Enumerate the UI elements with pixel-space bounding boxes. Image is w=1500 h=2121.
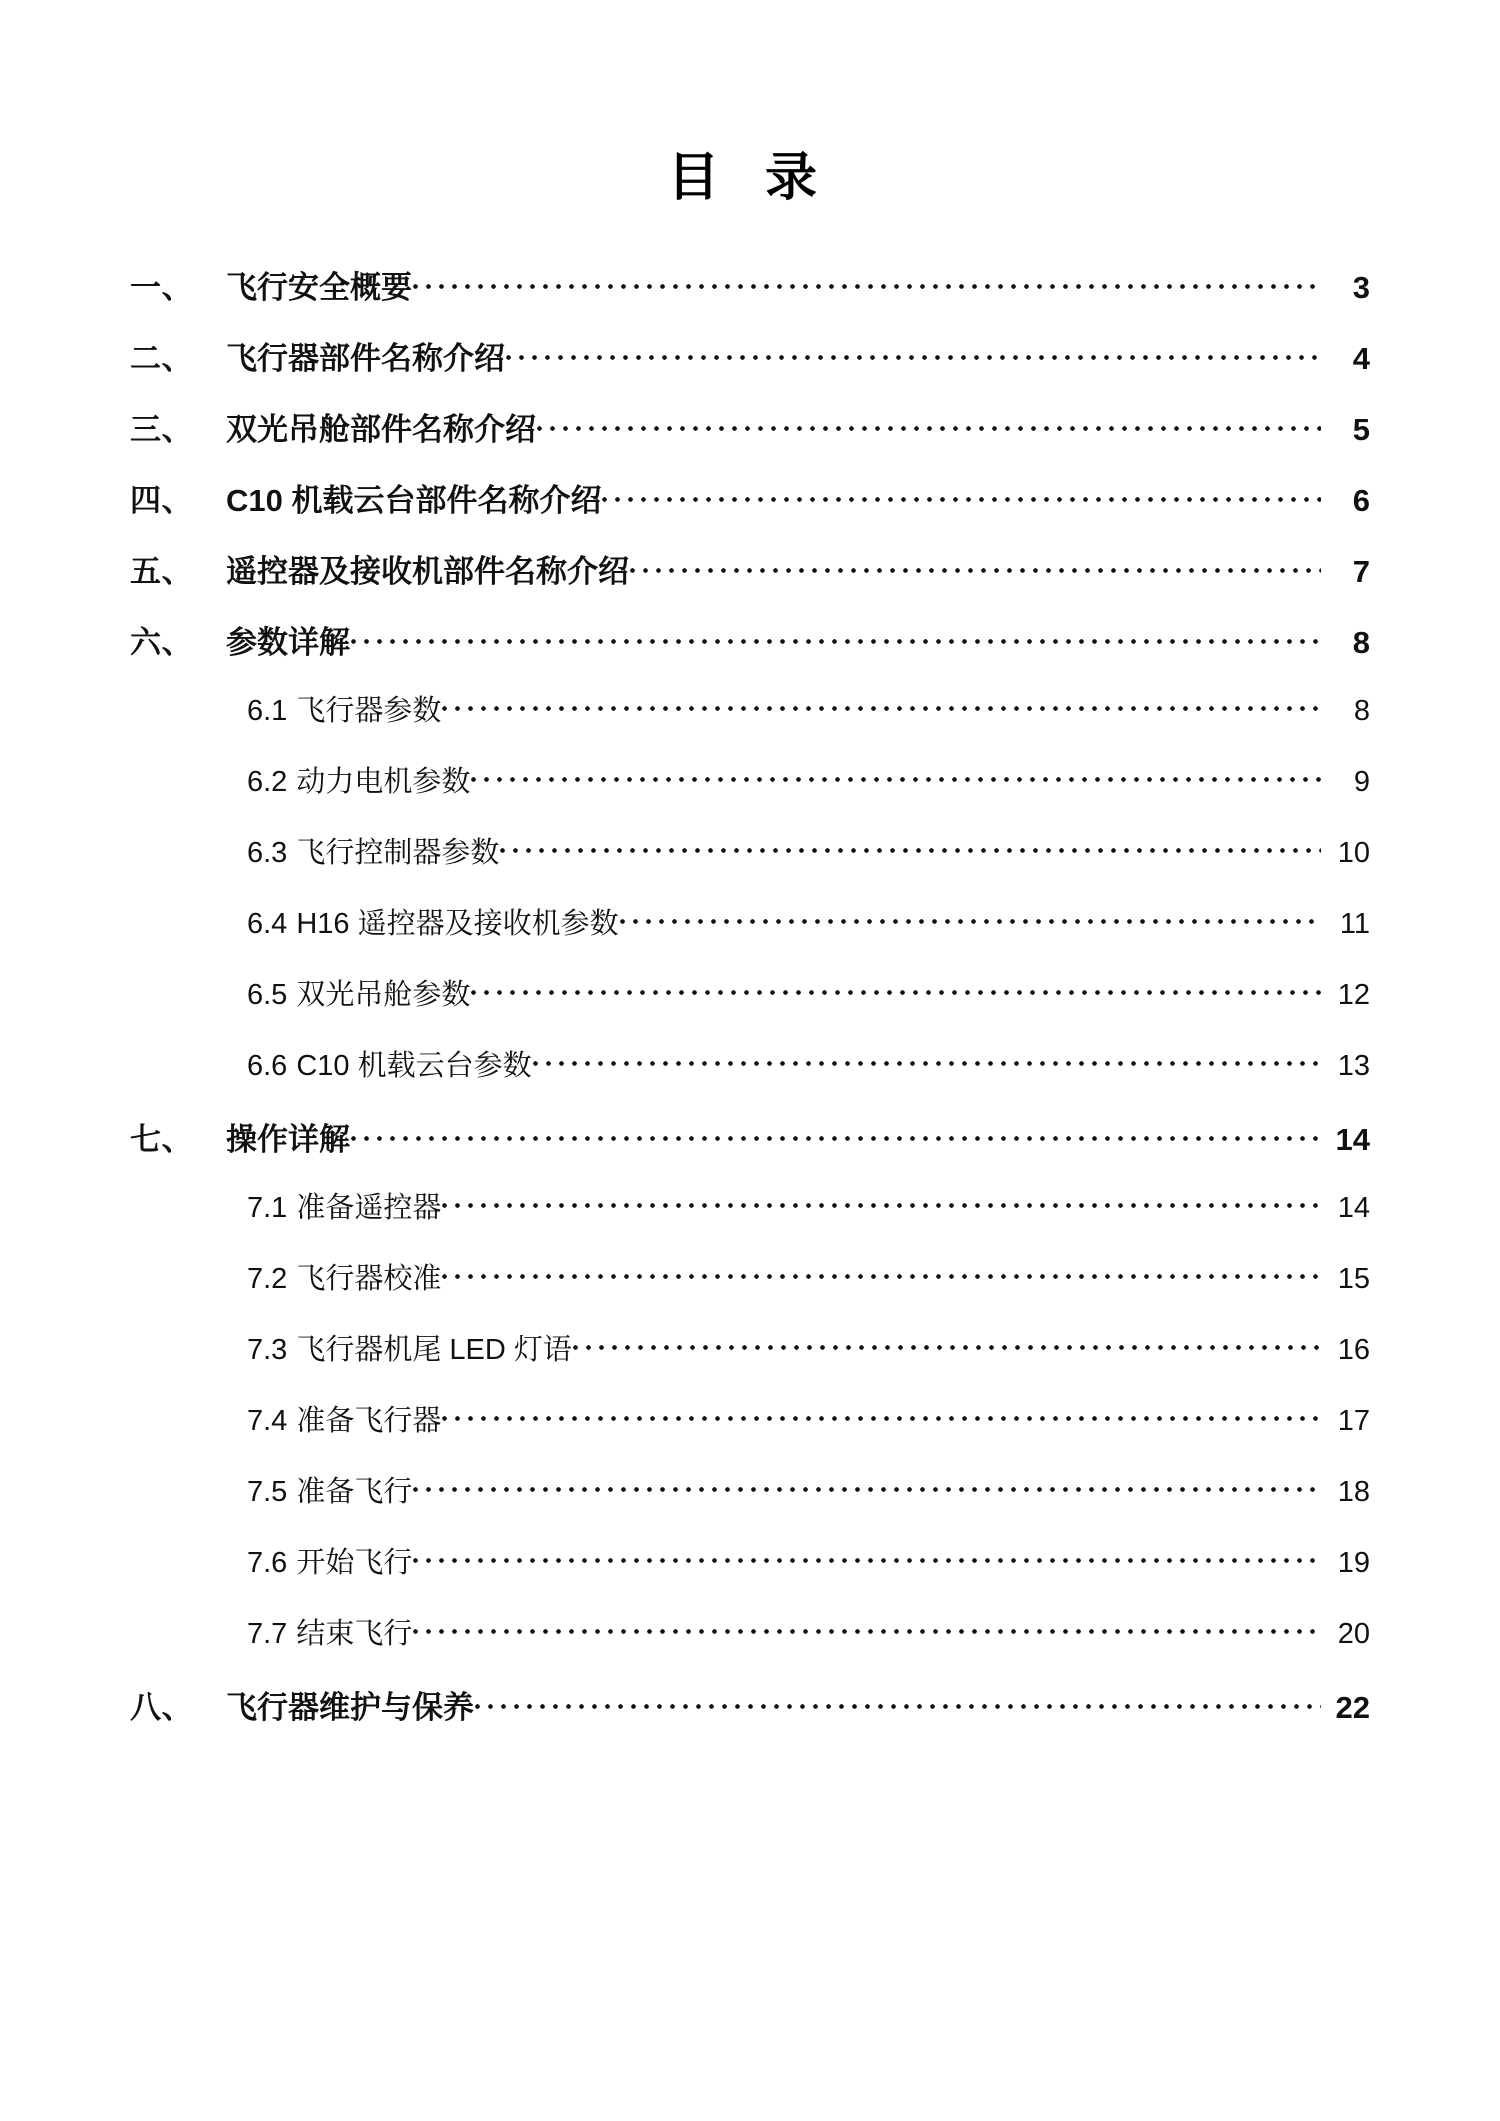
- toc-dot-leader: [533, 1046, 1321, 1075]
- toc-entry-number: 6.5: [247, 979, 288, 1011]
- toc-entry-number: 五、: [130, 554, 194, 589]
- toc-dot-leader: [630, 551, 1321, 582]
- toc-entry-label: 准备遥控器: [296, 1192, 442, 1224]
- toc-dot-leader: [537, 409, 1321, 440]
- toc-entry[interactable]: [130, 1114, 1370, 1185]
- toc-dot-leader: [442, 1188, 1321, 1217]
- toc-entry-page-number: 15: [1337, 1263, 1370, 1295]
- toc-entry[interactable]: [130, 1185, 1370, 1256]
- toc-entry-number: 四、: [130, 483, 194, 518]
- toc-entry-number: 6.3: [247, 837, 288, 869]
- toc-entry-page-number: 13: [1337, 1050, 1370, 1082]
- toc-entry[interactable]: [130, 1327, 1370, 1398]
- toc-entry-number: 6.2: [247, 766, 288, 798]
- toc-entry[interactable]: [130, 1043, 1370, 1114]
- toc-entry-page-number: 22: [1335, 1690, 1370, 1725]
- toc-entry[interactable]: [130, 688, 1370, 759]
- toc-entry-page-number: 11: [1339, 908, 1370, 940]
- toc-entry-label: 飞行控制器参数: [296, 837, 500, 869]
- toc-dot-leader: [442, 1401, 1321, 1430]
- table-of-contents: [130, 262, 1370, 1753]
- toc-entry-number: 六、: [130, 625, 194, 660]
- toc-entry[interactable]: [130, 262, 1370, 333]
- toc-dot-leader: [620, 904, 1321, 933]
- toc-dot-leader: [475, 1687, 1321, 1718]
- toc-dot-leader: [413, 1543, 1321, 1572]
- toc-entry-number: 7.1: [247, 1192, 288, 1224]
- toc-dot-leader: [442, 1259, 1321, 1288]
- toc-entry[interactable]: [130, 830, 1370, 901]
- toc-entry-page-number: 8: [1352, 625, 1370, 660]
- toc-entry-number: 6.1: [247, 695, 288, 727]
- toc-entry-number: 7.3: [247, 1334, 288, 1366]
- toc-entry-label: H16 遥控器及接收机参数: [296, 908, 619, 940]
- toc-entry[interactable]: [130, 546, 1370, 617]
- toc-entry[interactable]: [130, 1540, 1370, 1611]
- toc-entry-label: 飞行器部件名称介绍: [226, 341, 505, 376]
- toc-entry-page-number: 8: [1353, 695, 1370, 727]
- toc-entry-number: 7.2: [247, 1263, 288, 1295]
- toc-entry-label: C10 机载云台参数: [296, 1050, 532, 1082]
- toc-entry-label: 遥控器及接收机部件名称介绍: [226, 554, 629, 589]
- toc-entry-label: 开始飞行: [296, 1547, 413, 1579]
- toc-dot-leader: [573, 1330, 1321, 1359]
- toc-entry-label: 双光吊舱参数: [296, 979, 471, 1011]
- toc-entry[interactable]: [130, 972, 1370, 1043]
- toc-entry-page-number: 6: [1352, 483, 1370, 518]
- toc-entry-page-number: 20: [1337, 1618, 1370, 1650]
- toc-entry-number: 7.6: [247, 1547, 288, 1579]
- toc-entry-page-number: 19: [1337, 1547, 1370, 1579]
- toc-entry-label: 飞行安全概要: [226, 270, 412, 305]
- toc-dot-leader: [471, 975, 1321, 1004]
- toc-entry-label: 结束飞行: [296, 1618, 413, 1650]
- toc-entry[interactable]: [130, 333, 1370, 404]
- toc-entry-label: 飞行器校准: [296, 1263, 442, 1295]
- toc-entry-number: 二、: [130, 341, 194, 376]
- toc-entry-label: 飞行器维护与保养: [226, 1690, 474, 1725]
- toc-entry-label: 动力电机参数: [296, 766, 471, 798]
- toc-entry-page-number: 12: [1337, 979, 1370, 1011]
- toc-entry[interactable]: [130, 901, 1370, 972]
- toc-entry-number: 三、: [130, 412, 194, 447]
- toc-entry[interactable]: [130, 1398, 1370, 1469]
- toc-entry-label: C10 机载云台部件名称介绍: [226, 483, 602, 518]
- page-title: 目 录: [667, 149, 833, 207]
- toc-dot-leader: [471, 762, 1321, 791]
- toc-dot-leader: [602, 480, 1321, 511]
- toc-dot-leader: [351, 1119, 1321, 1150]
- toc-entry[interactable]: [130, 617, 1370, 688]
- toc-entry-number: 6.6: [247, 1050, 288, 1082]
- toc-entry-label: 参数详解: [226, 625, 350, 660]
- toc-entry[interactable]: [130, 1469, 1370, 1540]
- toc-entry-page-number: 5: [1352, 412, 1370, 447]
- toc-entry-number: 7.5: [247, 1476, 288, 1508]
- toc-entry-page-number: 10: [1337, 837, 1370, 869]
- toc-entry[interactable]: [130, 1611, 1370, 1682]
- toc-dot-leader: [351, 622, 1321, 653]
- toc-dot-leader: [506, 338, 1321, 369]
- toc-entry-page-number: 14: [1335, 1122, 1370, 1157]
- toc-entry-page-number: 17: [1337, 1405, 1370, 1437]
- toc-entry-page-number: 9: [1353, 766, 1370, 798]
- toc-entry-label: 准备飞行: [296, 1476, 413, 1508]
- toc-entry-label: 飞行器机尾 LED 灯语: [296, 1334, 572, 1366]
- toc-dot-leader: [442, 691, 1321, 720]
- toc-dot-leader: [413, 267, 1321, 298]
- toc-entry-number: 七、: [130, 1122, 194, 1157]
- toc-entry-number: 6.4: [247, 908, 288, 940]
- toc-entry-label: 飞行器参数: [296, 695, 442, 727]
- toc-entry-number: 7.7: [247, 1618, 288, 1650]
- toc-entry-page-number: 3: [1352, 270, 1370, 305]
- toc-entry-number: 一、: [130, 270, 194, 305]
- toc-entry-label: 双光吊舱部件名称介绍: [226, 412, 536, 447]
- toc-dot-leader: [413, 1614, 1321, 1643]
- toc-entry-number: 7.4: [247, 1405, 288, 1437]
- toc-entry-page-number: 7: [1352, 554, 1370, 589]
- toc-entry-page-number: 4: [1352, 341, 1370, 376]
- toc-entry-page-number: 16: [1337, 1334, 1370, 1366]
- toc-entry-label: 操作详解: [226, 1122, 350, 1157]
- toc-dot-leader: [413, 1472, 1321, 1501]
- toc-entry[interactable]: [130, 759, 1370, 830]
- toc-entry[interactable]: [130, 1682, 1370, 1753]
- toc-entry-label: 准备飞行器: [296, 1405, 442, 1437]
- toc-entry-number: 八、: [130, 1690, 194, 1725]
- toc-dot-leader: [500, 833, 1321, 862]
- toc-entry[interactable]: [130, 1256, 1370, 1327]
- toc-entry[interactable]: [130, 404, 1370, 475]
- toc-entry-page-number: 14: [1337, 1192, 1370, 1224]
- toc-entry-page-number: 18: [1337, 1476, 1370, 1508]
- toc-entry[interactable]: [130, 475, 1370, 546]
